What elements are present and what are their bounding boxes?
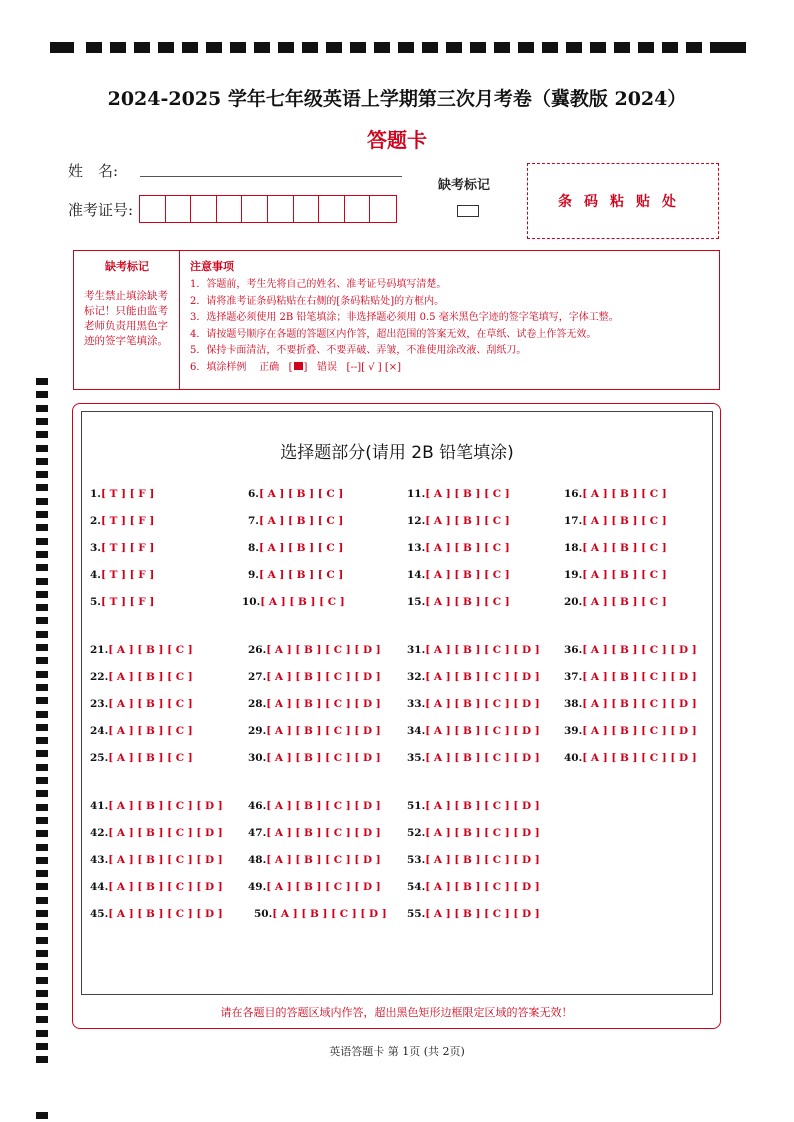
answer-options[interactable]: [ A ] [ B ] [ C ] [108, 752, 193, 764]
top-timing-marks [50, 42, 746, 54]
absent-mark-panel-title: 缺考标记 [105, 260, 149, 273]
question-number: 2. [90, 515, 101, 527]
timing-mark [230, 42, 246, 53]
question-number: 38. [564, 698, 583, 710]
answer-question[interactable] [407, 671, 540, 683]
answer-options[interactable]: [ A ] [ B ] [ C ] [258, 542, 344, 554]
timing-mark [36, 391, 48, 398]
timing-mark [36, 498, 48, 505]
timing-mark [206, 42, 222, 53]
timing-mark [36, 671, 48, 678]
exam-id-digit-box[interactable] [268, 196, 294, 222]
answer-options[interactable]: [ T ] [ F ] [100, 515, 155, 527]
answer-options[interactable]: [ A ] [ B ] [ C ] [108, 644, 193, 656]
page-subtitle: 答题卡 [367, 128, 427, 152]
timing-mark [36, 910, 48, 917]
answer-question[interactable] [90, 596, 154, 608]
question-number: 23. [90, 698, 109, 710]
question-number: 7. [248, 515, 259, 527]
timing-mark [36, 950, 48, 957]
answer-question[interactable] [248, 881, 381, 893]
timing-mark [36, 1016, 48, 1023]
timing-mark [638, 42, 654, 53]
answer-options[interactable]: [ A ] [ B ] [ C ] [582, 542, 667, 554]
answer-question[interactable] [407, 827, 540, 839]
question-number: 46. [248, 800, 267, 812]
question-number: 53. [407, 854, 426, 866]
timing-mark [542, 42, 558, 53]
question-number: 3. [90, 542, 101, 554]
answer-question[interactable] [407, 515, 510, 527]
timing-mark [36, 657, 48, 664]
answer-options[interactable]: [ A ] [ B ] [ C ] [425, 488, 510, 500]
answer-options[interactable]: [ A ] [ B ] [ C ] [ D ] [266, 827, 381, 839]
answer-options[interactable]: [ A ] [ B ] [ C ] [108, 698, 193, 710]
answer-options[interactable]: [ A ] [ B ] [ C ] [ D ] [108, 800, 223, 812]
instruction-item: 1．答题前，考生先将自己的姓名、准考证号码填写清楚。 [190, 279, 447, 290]
timing-mark [446, 42, 462, 53]
instruction-item: 4．请按题号顺序在各题的答题区内作答，超出范围的答案无效，在草纸、试卷上作答无效。 [190, 328, 597, 340]
exam-id-digit-box[interactable] [166, 196, 192, 222]
answer-question[interactable] [90, 488, 154, 500]
absent-mark-panel [74, 251, 180, 389]
timing-mark [36, 471, 48, 478]
answer-options[interactable]: [ T ] [ F ] [100, 596, 155, 608]
question-number: 40. [564, 752, 583, 764]
answer-options[interactable]: [ A ] [ B ] [ C ] [ D ] [425, 800, 540, 812]
timing-mark [614, 42, 630, 53]
timing-mark [36, 1003, 48, 1010]
answer-question[interactable] [90, 644, 193, 656]
question-number: 14. [407, 569, 426, 581]
answer-question[interactable] [564, 542, 667, 554]
answer-options[interactable]: [ A ] [ B ] [ C ] [582, 488, 667, 500]
timing-mark [36, 431, 48, 438]
timing-mark [36, 897, 48, 904]
answer-question[interactable] [90, 800, 223, 812]
timing-mark [36, 977, 48, 984]
timing-mark [36, 458, 48, 465]
answer-question[interactable] [248, 854, 381, 866]
question-number: 12. [407, 515, 426, 527]
timing-mark [422, 42, 438, 53]
answer-options[interactable]: [ A ] [ B ] [ C ] [258, 569, 344, 581]
answer-question[interactable] [90, 542, 154, 554]
question-number: 50. [254, 908, 273, 920]
answer-question[interactable] [564, 488, 667, 500]
fill-sample-wrong-marks: [--][ √ ] [×] [346, 361, 401, 373]
question-number: 44. [90, 881, 109, 893]
timing-mark [36, 684, 48, 691]
question-number: 24. [90, 725, 109, 737]
question-number: 54. [407, 881, 426, 893]
answer-question[interactable] [564, 752, 697, 764]
answer-options[interactable]: [ A ] [ B ] [ C ] [ D ] [272, 908, 387, 920]
exam-id-digit-box[interactable] [242, 196, 268, 222]
instruction-item: 5．保持卡面清洁，不要折叠、不要弄破、弄皱，不准使用涂改液、刮纸刀。 [190, 345, 527, 356]
answer-question[interactable] [248, 725, 381, 737]
timing-mark [494, 42, 510, 53]
timing-mark [36, 631, 48, 638]
timing-mark [36, 830, 48, 837]
notice-box [73, 250, 720, 390]
question-number: 17. [564, 515, 583, 527]
answer-options[interactable]: [ A ] [ B ] [ C ] [ D ] [108, 908, 223, 920]
answer-question[interactable] [248, 569, 343, 581]
page-title: 2024-2025 学年七年级英语上学期第三次月考卷（冀教版 2024） [107, 88, 687, 110]
answer-question[interactable] [242, 596, 345, 608]
answer-options[interactable]: [ A ] [ B ] [ C ] [ D ] [266, 644, 381, 656]
question-number: 51. [407, 800, 426, 812]
timing-mark [110, 42, 126, 53]
question-number: 8. [248, 542, 259, 554]
question-number: 32. [407, 671, 426, 683]
answer-question[interactable] [407, 800, 540, 812]
exam-id-digit-box[interactable] [191, 196, 217, 222]
answer-options[interactable]: [ A ] [ B ] [ C ] [ D ] [266, 698, 381, 710]
timing-mark [134, 42, 150, 53]
question-number: 18. [564, 542, 583, 554]
question-number: 19. [564, 569, 583, 581]
answer-question[interactable] [407, 881, 540, 893]
timing-mark [254, 42, 270, 53]
answer-question[interactable] [248, 752, 381, 764]
timing-mark [36, 777, 48, 784]
answer-question[interactable] [248, 827, 381, 839]
fill-sample-row [190, 360, 710, 377]
answer-options[interactable]: [ A ] [ B ] [ C ] [ D ] [425, 752, 540, 764]
instructions [190, 258, 710, 376]
left-timing-marks [36, 378, 48, 1120]
question-number: 20. [564, 596, 583, 608]
answer-question[interactable] [564, 644, 697, 656]
answer-options[interactable]: [ A ] [ B ] [ C ] [ D ] [582, 671, 697, 683]
timing-mark [36, 524, 48, 531]
answer-options[interactable]: [ T ] [ F ] [100, 488, 155, 500]
answer-options[interactable]: [ A ] [ B ] [ C ] [ D ] [425, 698, 540, 710]
question-number: 36. [564, 644, 583, 656]
question-number: 37. [564, 671, 583, 683]
answer-question[interactable] [90, 881, 223, 893]
question-number: 49. [248, 881, 267, 893]
timing-mark [182, 42, 198, 53]
answer-options[interactable]: [ T ] [ F ] [100, 569, 155, 581]
question-number: 45. [90, 908, 109, 920]
fill-sample-wrong-label: 错误 [317, 361, 337, 373]
answer-question[interactable] [407, 569, 510, 581]
answer-options[interactable]: [ A ] [ B ] [ C ] [ D ] [266, 881, 381, 893]
absent-mark-label: 缺考标记 [438, 178, 491, 193]
timing-mark [722, 42, 746, 53]
timing-mark [36, 511, 48, 518]
timing-mark [398, 42, 414, 53]
timing-mark [36, 857, 48, 864]
exam-id-boxes[interactable] [139, 195, 397, 223]
answer-question[interactable] [248, 644, 381, 656]
answer-options[interactable]: [ A ] [ B ] [ C ] [ D ] [425, 725, 540, 737]
answer-options[interactable]: [ A ] [ B ] [ C ] [ D ] [582, 644, 697, 656]
answer-options[interactable]: [ A ] [ B ] [ C ] [ D ] [425, 881, 540, 893]
question-number: 47. [248, 827, 267, 839]
answer-options[interactable]: [ A ] [ B ] [ C ] [ D ] [266, 671, 381, 683]
timing-mark [566, 42, 582, 53]
timing-mark [36, 445, 48, 452]
question-number: 11. [407, 488, 426, 500]
answer-options[interactable]: [ A ] [ B ] [ C ] [ D ] [582, 725, 697, 737]
timing-mark [36, 790, 48, 797]
answer-question[interactable] [407, 596, 510, 608]
question-number: 39. [564, 725, 583, 737]
timing-mark [36, 591, 48, 598]
answer-question[interactable] [407, 725, 540, 737]
timing-mark [662, 42, 678, 53]
instruction-item: 2．请将准考证条码粘贴在右侧的[条码粘贴处]的方框内。 [190, 295, 445, 307]
answer-options[interactable]: [ A ] [ B ] [ C ] [425, 569, 510, 581]
question-number: 16. [564, 488, 583, 500]
instruction-item: 3．选择题必须使用 2B 铅笔填涂；非选择题必须用 0.5 毫米黑色字迹的签字笔填写，字体工整。 [190, 312, 619, 323]
answer-question[interactable] [90, 569, 154, 581]
question-number: 55. [407, 908, 426, 920]
timing-mark [158, 42, 174, 53]
answer-question[interactable] [407, 908, 540, 920]
answer-options[interactable]: [ A ] [ B ] [ C ] [ D ] [425, 644, 540, 656]
answer-question[interactable] [90, 854, 223, 866]
timing-mark [374, 42, 390, 53]
timing-mark [36, 418, 48, 425]
answer-options[interactable]: [ A ] [ B ] [ C ] [ D ] [425, 854, 540, 866]
answer-options[interactable]: [ A ] [ B ] [ C ] [425, 542, 510, 554]
timing-mark [470, 42, 486, 53]
answer-question[interactable] [564, 698, 697, 710]
answer-question[interactable] [248, 800, 381, 812]
timing-mark [36, 578, 48, 585]
answer-options[interactable]: [ A ] [ B ] [ C ] [425, 515, 510, 527]
timing-mark [36, 990, 48, 997]
answer-question[interactable] [248, 542, 343, 554]
question-number: 27. [248, 671, 267, 683]
timing-mark [36, 604, 48, 611]
timing-mark [36, 737, 48, 744]
question-number: 48. [248, 854, 267, 866]
question-number: 6. [248, 488, 259, 500]
answer-options[interactable]: [ A ] [ B ] [ C ] [108, 671, 193, 683]
answer-question[interactable] [248, 698, 381, 710]
boundary-warning: 请在各题目的答题区域内作答，超出黑色矩形边框限定区域的答案无效！ [220, 1006, 573, 1019]
timing-mark [36, 764, 48, 771]
answer-question[interactable] [564, 671, 697, 683]
question-number: 21. [90, 644, 109, 656]
answer-question[interactable] [90, 827, 223, 839]
answer-options[interactable]: [ A ] [ B ] [ C ] [ D ] [582, 698, 697, 710]
question-number: 28. [248, 698, 267, 710]
answer-options[interactable]: [ A ] [ B ] [ C ] [ D ] [266, 725, 381, 737]
exam-id-digit-box[interactable] [370, 196, 396, 222]
answer-question[interactable] [254, 908, 387, 920]
answer-options[interactable]: [ A ] [ B ] [ C ] [ D ] [266, 800, 381, 812]
question-number: 10. [242, 596, 261, 608]
answer-question[interactable] [90, 515, 154, 527]
timing-mark [36, 870, 48, 877]
timing-mark [36, 644, 48, 651]
timing-mark [36, 883, 48, 890]
answer-question[interactable] [564, 569, 667, 581]
timing-mark [36, 484, 48, 491]
answer-options[interactable]: [ T ] [ F ] [100, 542, 155, 554]
timing-mark [36, 804, 48, 811]
timing-mark [36, 405, 48, 412]
answer-question[interactable] [564, 725, 697, 737]
question-number: 31. [407, 644, 426, 656]
answer-options[interactable]: [ A ] [ B ] [ C ] [ D ] [582, 752, 697, 764]
answer-options[interactable]: [ A ] [ B ] [ C ] [258, 515, 344, 527]
answer-options[interactable]: [ A ] [ B ] [ C ] [582, 515, 667, 527]
answer-question[interactable] [407, 752, 540, 764]
absent-mark-checkbox[interactable] [457, 205, 479, 217]
answer-options[interactable]: [ A ] [ B ] [ C ] [582, 569, 667, 581]
exam-id-digit-box[interactable] [294, 196, 320, 222]
timing-mark [36, 844, 48, 851]
timing-mark [36, 617, 48, 624]
answer-question[interactable] [90, 671, 193, 683]
question-number: 13. [407, 542, 426, 554]
timing-mark [518, 42, 534, 53]
answer-options[interactable]: [ A ] [ B ] [ C ] [ D ] [425, 908, 540, 920]
exam-id-digit-box[interactable] [345, 196, 371, 222]
question-number: 15. [407, 596, 426, 608]
fill-sample-correct-label: 正确 [259, 361, 280, 373]
answer-question[interactable] [90, 908, 223, 920]
exam-id-digit-box[interactable] [217, 196, 243, 222]
answer-question[interactable] [407, 698, 540, 710]
exam-id-label: 准考证号: [68, 201, 134, 219]
instructions-title: 注意事项 [190, 260, 234, 273]
answer-question[interactable] [90, 698, 193, 710]
question-number: 4. [90, 569, 101, 581]
timing-mark [36, 697, 48, 704]
question-number: 9. [248, 569, 259, 581]
answer-question[interactable] [90, 725, 193, 737]
answer-question[interactable] [407, 644, 540, 656]
timing-mark [302, 42, 318, 53]
timing-mark [686, 42, 702, 53]
answer-options[interactable]: [ A ] [ B ] [ C ] [ D ] [108, 854, 223, 866]
answer-options[interactable]: [ A ] [ B ] [ C ] [ D ] [108, 827, 223, 839]
timing-mark [278, 42, 294, 53]
barcode-area: 条码粘贴处 [527, 163, 719, 239]
question-number: 43. [90, 854, 109, 866]
answer-options[interactable]: [ A ] [ B ] [ C ] [258, 488, 344, 500]
fill-sample-correct-mark: [ ] [288, 361, 308, 373]
answer-options[interactable]: [ A ] [ B ] [ C ] [ D ] [266, 752, 381, 764]
question-number: 22. [90, 671, 109, 683]
timing-mark [36, 551, 48, 558]
question-number: 42. [90, 827, 109, 839]
answer-question[interactable] [564, 515, 667, 527]
timing-mark [36, 923, 48, 930]
question-number: 52. [407, 827, 426, 839]
timing-mark [36, 378, 48, 385]
answer-options[interactable]: [ A ] [ B ] [ C ] [ D ] [108, 881, 223, 893]
answer-question[interactable] [407, 488, 510, 500]
question-number: 1. [90, 488, 101, 500]
question-number: 33. [407, 698, 426, 710]
question-number: 25. [90, 752, 109, 764]
question-number: 41. [90, 800, 109, 812]
timing-mark [36, 564, 48, 571]
page-footer: 英语答题卡 第 1页 (共 2页) [329, 1045, 465, 1058]
timing-mark [36, 724, 48, 731]
answer-question[interactable] [407, 542, 510, 554]
absent-mark-panel-text: 考生禁止填涂缺考标记！只能由监考老师负责用黑色字迹的签字笔填涂。 [84, 290, 168, 347]
question-number: 30. [248, 752, 267, 764]
answer-question[interactable] [248, 671, 381, 683]
answer-question[interactable] [407, 854, 540, 866]
answer-question[interactable] [564, 596, 667, 608]
timing-mark [350, 42, 366, 53]
question-number: 26. [248, 644, 267, 656]
section-title: 选择题部分(请用 2B 铅笔填涂) [280, 443, 514, 463]
timing-mark [326, 42, 342, 53]
name-label: 姓 名: [68, 162, 119, 180]
timing-mark [36, 538, 48, 545]
answer-question[interactable] [248, 515, 343, 527]
answer-question[interactable] [90, 752, 193, 764]
answer-options[interactable]: [ A ] [ B ] [ C ] [ D ] [266, 854, 381, 866]
exam-id-digit-box[interactable] [319, 196, 345, 222]
name-field[interactable] [140, 176, 402, 177]
answer-question[interactable] [248, 488, 343, 500]
timing-mark [36, 817, 48, 824]
question-number: 5. [90, 596, 101, 608]
timing-mark [36, 1112, 48, 1119]
timing-mark [36, 963, 48, 970]
question-number: 34. [407, 725, 426, 737]
timing-mark [36, 750, 48, 757]
question-number: 35. [407, 752, 426, 764]
timing-mark [36, 1030, 48, 1037]
answer-options[interactable]: [ A ] [ B ] [ C ] [260, 596, 345, 608]
answer-options[interactable]: [ A ] [ B ] [ C ] [582, 596, 667, 608]
answer-options[interactable]: [ A ] [ B ] [ C ] [425, 596, 510, 608]
timing-mark [86, 42, 102, 53]
question-number: 29. [248, 725, 267, 737]
timing-mark [36, 937, 48, 944]
exam-id-digit-box[interactable] [140, 196, 166, 222]
answer-options[interactable]: [ A ] [ B ] [ C ] [ D ] [425, 671, 540, 683]
timing-mark [590, 42, 606, 53]
answer-options[interactable]: [ A ] [ B ] [ C ] [108, 725, 193, 737]
timing-mark [36, 711, 48, 718]
fill-sample-label: 6．填涂样例 [190, 361, 247, 373]
answer-options[interactable]: [ A ] [ B ] [ C ] [ D ] [425, 827, 540, 839]
timing-mark [50, 42, 74, 53]
